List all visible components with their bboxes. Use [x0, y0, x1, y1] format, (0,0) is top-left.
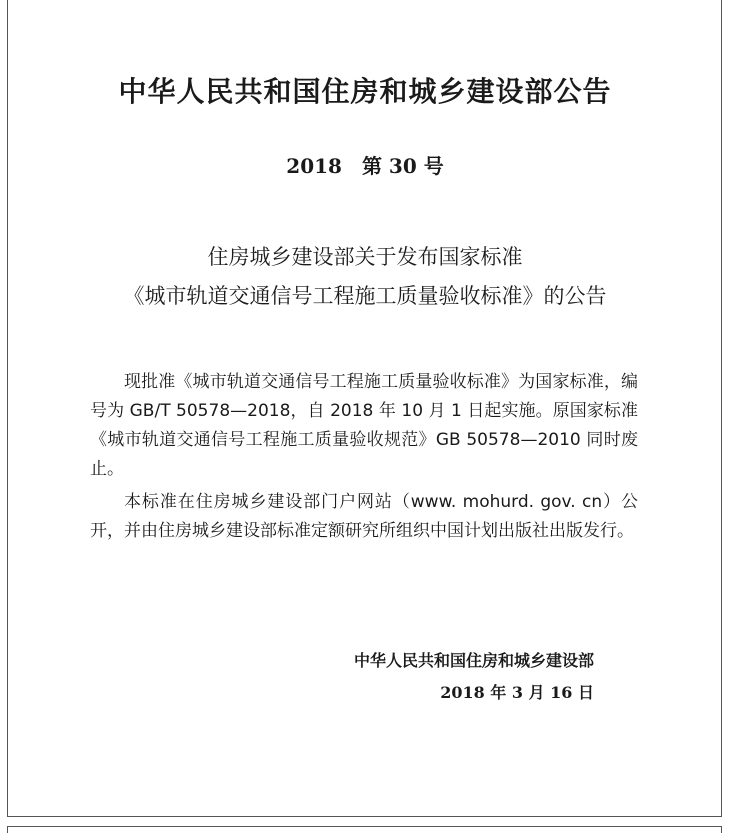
signature-date: 2018 年 3 月 16 日 [440, 683, 594, 702]
title-line-2: 《城市轨道交通信号工程施工质量验收标准》的公告 [123, 284, 607, 308]
title-line-1: 住房城乡建设部关于发布国家标准 [207, 245, 523, 269]
announcement-title [0, 238, 730, 316]
announcement-number: 2018 第 30 号 [286, 154, 444, 178]
body-paragraph-2: 本标准在住房城乡建设部门户网站（www. mohurd. gov. cn）公开，并由住房城乡建设部标准定额研究所组织中国计划出版社出版发行。 [90, 492, 638, 541]
body-paragraph-1: 现批准《城市轨道交通信号工程施工质量验收标准》为国家标准，编号为 GB/T 50578—2018，自 2018 年 10 月 1 日起实施。原国家标准《城市轨道交通信号工程施工质量验收规范》GB 50578—2010 同时废止。 [90, 372, 638, 479]
signature-organization: 中华人民共和国住房和城乡建设部 [353, 651, 594, 670]
next-page-edge [7, 826, 722, 833]
issuer-header: 中华人民共和国住房和城乡建设部公告 [118, 75, 612, 108]
